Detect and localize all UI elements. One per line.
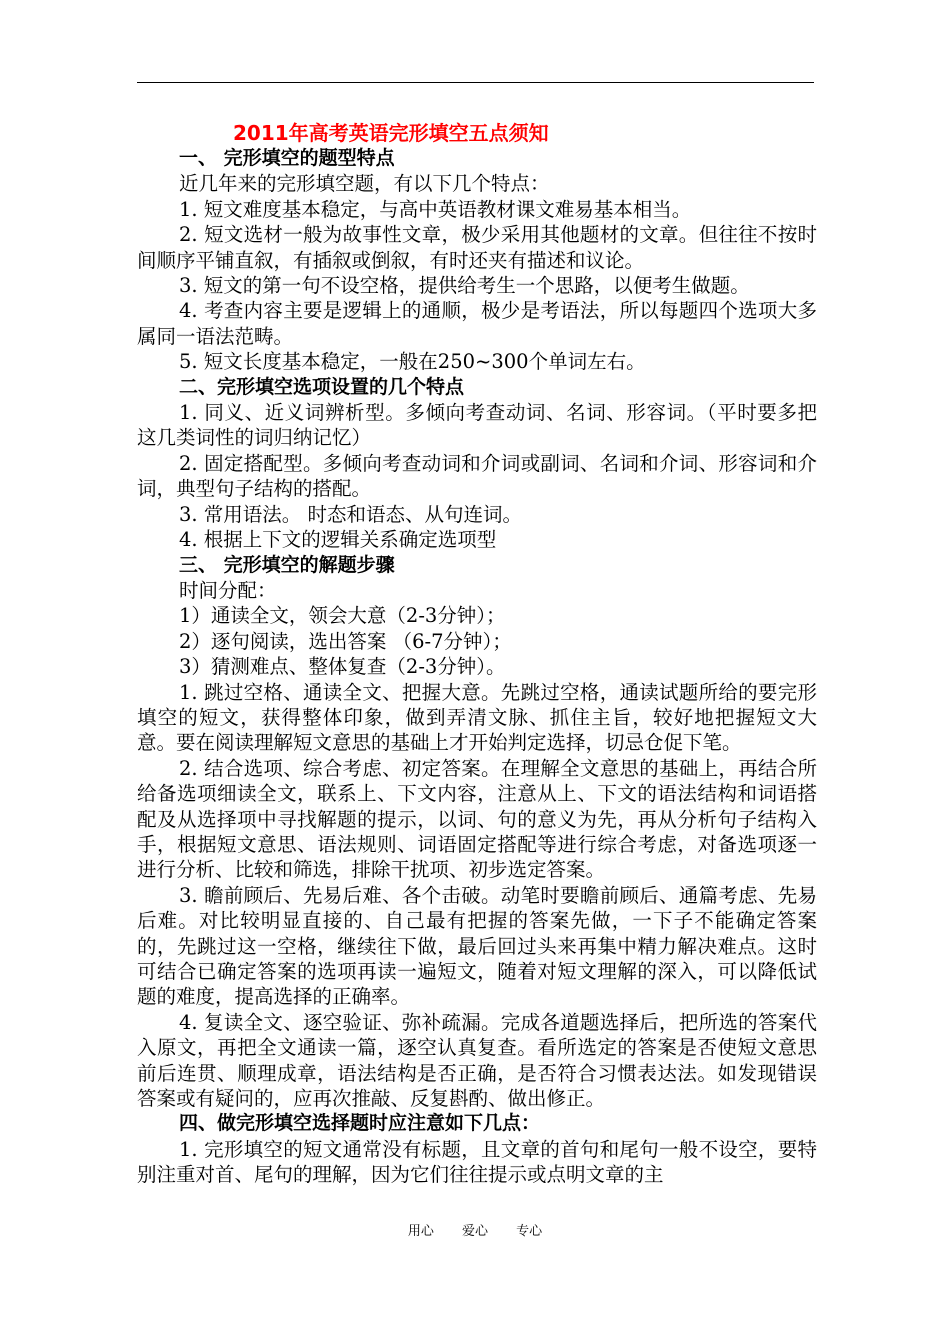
paragraph: 2. 固定搭配型。多倾向考查动词和介词或副词、名词和介词、形容词和介词，典型句子结构的搭配。 [137,451,817,501]
paragraph: 2）逐句阅读，选出答案 （6-7分钟）； [179,629,512,653]
paragraph: 近几年来的完形填空题，有以下几个特点： [179,172,550,196]
footer-text: 爱心 [461,1224,488,1239]
paragraph: 3. 常用语法。 时态和语态、从句连词。 [179,502,523,526]
section-4-heading: 四、做完形填空选择题时应注意如下几点： [179,1112,541,1135]
paragraph: 4. 考查内容主要是逻辑上的通顺，极少是考语法，所以每题四个选项大多属同一语法范畴。 [137,299,817,348]
footer-text: 专心 [516,1224,543,1239]
paragraph: 3）猜测难点、整体复查（2-3分钟）。 [179,655,506,679]
paragraph: 1. 跳过空格、通读全文、把握大意。先跳过空格，通读试题所给的要完形填空的短文，获得整体印象，做到弄清文脉、抓住主旨，较好地把握短文大意。要在阅读理解短文意思的基础上才开始判定选择，切忌仓促下笔。 [137,680,817,755]
header-rule [137,82,814,83]
document-body [137,118,817,1188]
paragraph: 1. 同义、近义词辨析型。多倾向考查动词、名词、形容词。（平时要多把这几类词性的词归纳记忆） [137,401,817,450]
paragraph: 4. 根据上下文的逻辑关系确定选项型 [179,528,497,552]
section-1-heading: 一、 完形填空的题型特点 [179,147,395,169]
paragraph: 4. 复读全文、逐空验证、弥补疏漏。完成各道题选择后，把所选的答案代入原文，再把全文通读一篇，逐空认真复查。看所选定的答案是否使短文意思前后连贯、顺理成章，语法结构是否正确，是否符合习惯表达法。如发现错误答案或有疑问的，应再次推敲、反复斟酌、做出修正。 [137,1010,817,1111]
section-2-heading: 二、完形填空选项设置的几个特点 [179,375,465,398]
section-3-heading: 三、 完形填空的解题步骤 [179,553,395,576]
paragraph: 2. 短文选材一般为故事性文章，极少采用其他题材的文章。但往往不按时间顺序平铺直叙，有插叙或倒叙，有时还夹有描述和议论。 [137,223,817,272]
paragraph: 3. 短文的第一句不设空格，提供给考生一个思路，以便考生做题。 [179,274,750,298]
paragraph: 3. 瞻前顾后、先易后难、各个击破。动笔时要瞻前顾后、通篇考虑、先易后难。对比较明显直接的、自己最有把握的答案先做，一下子不能确定答案的，先跳过这一空格，继续往下做，最后回过头来再集中精力解决难点。这时可结合已确定答案的选项再读一遍短文，随着对短文理解的深入，可以降低试题的难度，提高选择的正确率。 [137,883,817,1009]
page-footer [0,1220,950,1239]
paragraph: 时间分配： [179,578,277,602]
paragraph: 1. 短文难度基本稳定，与高中英语教材课文难易基本相当。 [179,197,692,221]
paragraph: 5. 短文长度基本稳定，一般在250~300个单词左右。 [179,350,646,374]
paragraph: 2. 结合选项、综合考虑、初定答案。在理解全文意思的基础上，再结合所给备选项细读全文，联系上、下文内容，注意从上、下文的语法结构和词语搭配及从选择项中寻找解题的提示，以词、句的意义为先，再从分析句子结构入手，根据短文意思、语法规则、词语固定搭配等进行综合考虑，对备选项逐一进行分析、比较和筛选，排除干扰项、初步选定答案。 [137,756,817,882]
document-title: 2011年高考英语完形填空五点须知 [233,121,549,145]
footer-text: 用心 [407,1224,434,1239]
paragraph: 1）通读全文，领会大意（2-3分钟）； [179,604,506,628]
paragraph: 1. 完形填空的短文通常没有标题，且文章的首句和尾句一般不设空，要特别注重对首、尾句的理解，因为它们往往提示或点明文章的主 [137,1137,817,1187]
